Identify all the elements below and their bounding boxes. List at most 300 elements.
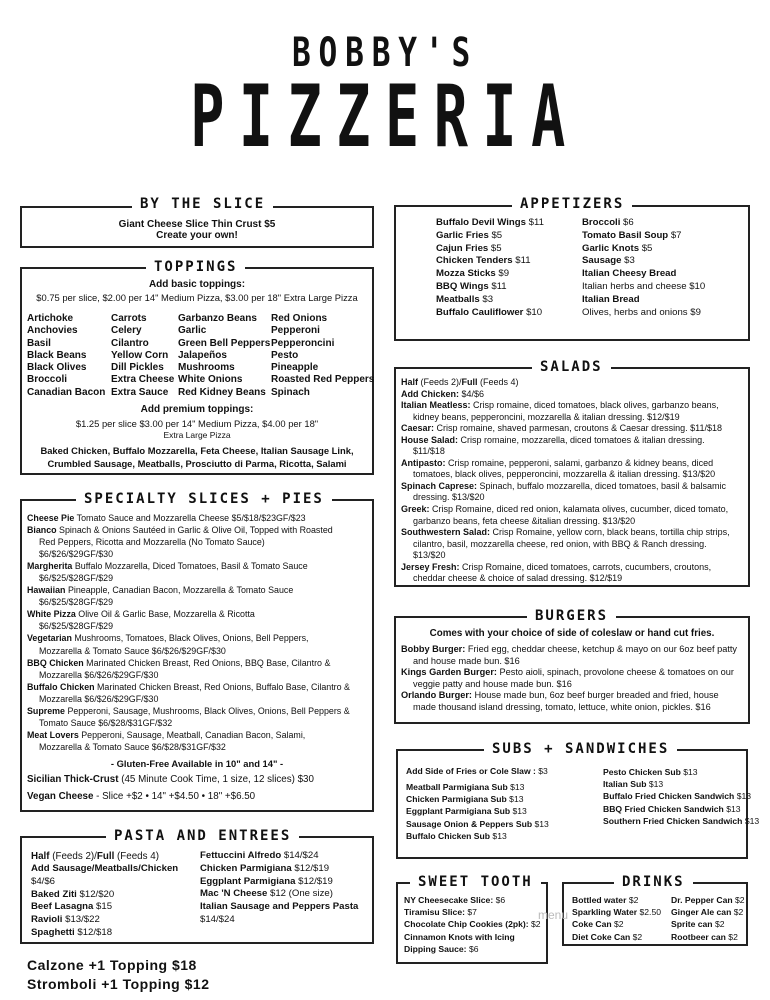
salad-text: cilantro, basil, mozzarella cheese, red onion, with BBQ & Ranch dressing. (413, 538, 707, 549)
burgers-title: BURGERS (527, 608, 616, 624)
drink-price: $2 (626, 895, 639, 905)
sweet-name: NY Cheesecake Slice: (404, 895, 494, 905)
appetizer-item (582, 217, 705, 230)
appetizer-name: Italian Cheesy Bread (582, 268, 677, 280)
sub-price: $13 (506, 794, 524, 805)
pasta-name: Mac 'N Cheese (200, 888, 268, 900)
sub-name: Buffalo Fried Chicken Sandwich (603, 791, 735, 802)
specialty-line (27, 536, 350, 548)
toppings-title: TOPPINGS (146, 259, 245, 275)
topping-item: Garbanzo Beans (178, 313, 257, 324)
specialty-text: Pepperoni, Sausage, Meatball, Canadian Bacon, Salami, (78, 729, 306, 740)
sweet-tooth-title: SWEET TOOTH (410, 874, 541, 890)
specialty-text: Spinach & Onions Sautéed in Garlic & Olive Oil, Topped with Roasted (56, 525, 333, 536)
premium-list-2: Crumbled Sausage, Meatballs, Prosciutto di Parma, Ricotta, Salami (47, 458, 347, 469)
salad-text: tomatoes, black olives, pepperoncini, mozzarella & italian dressing. $13/$20 (413, 469, 716, 480)
topping-item: Broccoli (27, 374, 68, 386)
specialty-text: Tomato Sauce $6/$28/$31GF/$32 (39, 717, 173, 728)
drink-price: $2 (611, 919, 624, 930)
topping-item: Carrots (111, 313, 147, 324)
pasta-price: $14/$24 (200, 913, 235, 925)
basic-toppings-label: Add basic toppings: (148, 279, 246, 290)
appetizer-name: Meatballs (436, 293, 480, 305)
specialty-text: Mushrooms, Tomatoes, Black Olives, Onions, Bell Peppers, (71, 633, 309, 644)
appetizer-item (436, 217, 544, 230)
sub-price: $13 (507, 782, 525, 792)
salad-line (401, 400, 730, 412)
salad-name: Add Chicken: (401, 388, 460, 399)
appetizer-name: Cajun Fries (436, 242, 489, 254)
by-the-slice-title: BY THE SLICE (132, 196, 273, 212)
pasta-price: $4/$6 (31, 875, 56, 887)
topping-item: Red Onions (271, 313, 328, 324)
topping-item: Pineapple (271, 362, 319, 374)
sicilian-text: (45 Minute Cook Time, 1 size, 12 slices) $30 (118, 774, 314, 785)
specialty-line (27, 632, 350, 644)
appetizer-price: Italian herbs and cheese $10 (582, 280, 706, 292)
topping-item: Green Bell Peppers (178, 337, 271, 349)
burger-line (401, 690, 737, 702)
salad-text: Crisp Romaine, diced red onion, kalamata olives, cucumber, diced tomato, (429, 504, 729, 515)
specialty-text: Mozzarella $6/$26/$29GF/$30 (39, 669, 159, 680)
specialty-name: Margherita (27, 561, 73, 572)
sub-item (406, 805, 549, 817)
stromboli-line: Stromboli +1 Topping $12 (27, 976, 210, 992)
appetizer-item (582, 243, 705, 256)
appetizer-price: $3 (479, 293, 494, 305)
drink-item (671, 918, 745, 930)
specialty-line (27, 681, 350, 693)
header-pizzeria: PIZZERIA (190, 67, 580, 167)
appetizers-title: APPETIZERS (512, 196, 632, 212)
drink-price: $2 (725, 931, 738, 942)
topping-item: Spinach (271, 386, 310, 398)
salad-line (401, 504, 730, 516)
salad-line (401, 446, 730, 458)
subs-title: SUBS + SANDWICHES (484, 741, 677, 757)
specialty-text: Mozzarella & Tomato Sauce $6/$28/$31GF/$32 (39, 741, 226, 752)
premium-toppings-label: Add premium toppings: (140, 404, 254, 415)
appetizer-price: $11 (488, 280, 507, 292)
salad-full: Full (461, 377, 478, 387)
salad-name: Southwestern Salad: (401, 527, 491, 538)
sicilian-name: Sicilian Thick-Crust (27, 774, 119, 785)
pasta-price: $12/$20 (76, 888, 115, 900)
sub-name: Pesto Chicken Sub (603, 767, 681, 777)
specialty-text: Olive Oil & Garlic Base, Mozzarella & Ricotta (75, 609, 255, 620)
pasta-name: Beef Lasagna (31, 901, 94, 913)
salad-name: Greek: (401, 504, 430, 515)
appetizer-name: Mozza Sticks (436, 268, 496, 280)
specialty-line (27, 596, 350, 608)
topping-item: Yellow Corn (111, 349, 169, 361)
burger-line (401, 679, 737, 691)
specialty-name: BBQ Chicken (27, 657, 84, 668)
salad-text: Crisp romaine, mozzarella, diced tomatoes & italian dressing. (458, 434, 705, 445)
appetizer-name: Garlic Fries (436, 229, 489, 241)
sub-item (603, 778, 759, 790)
pasta-col1 (31, 863, 178, 940)
burger-text: Fried egg, cheddar cheese, ketchup & mayo on our 6oz beef patty (465, 644, 738, 654)
specialty-text: Tomato Sauce and Mozzarella Cheese $5/$18/$23GF/$23 (74, 513, 306, 523)
salad-line (401, 412, 730, 424)
sweet-price: $6 (493, 895, 506, 905)
watermark: menu (538, 908, 569, 922)
sub-price: $13 (680, 767, 698, 777)
pasta-price: $12 (One size) (267, 888, 333, 900)
specialty-lines (27, 512, 350, 753)
salad-text: $13/$20 (413, 550, 446, 561)
specialty-line (27, 512, 350, 524)
pasta-price: $13/$22 (62, 914, 100, 926)
appetizer-name: Broccoli (582, 217, 621, 228)
sub-name: Sausage Onion & Peppers Sub (406, 818, 533, 829)
specialty-name: Meat Lovers (27, 729, 79, 740)
topping-item: Extra Cheese (111, 374, 175, 386)
basic-toppings-prices: $0.75 per slice, $2.00 per 14" Medium Pizza, $3.00 per 18" Extra Large Pizza (36, 292, 358, 303)
appetizer-name: Chicken Tenders (436, 255, 513, 267)
specialty-name: White Pizza (27, 609, 76, 620)
salad-text: Crisp romaine, pepperoni, salami, garbanzo & kidney beans, diced (445, 457, 714, 468)
header-bobbys: BOBBY'S (291, 30, 479, 76)
drink-name: Bottled water (572, 895, 627, 905)
pasta-item (200, 850, 358, 863)
salad-name: Italian Meatless: (401, 400, 471, 411)
premium-toppings-prices2: Extra Large Pizza (163, 430, 231, 440)
pasta-item (200, 876, 358, 889)
topping-item: Celery (111, 325, 142, 337)
salad-full-feeds: (Feeds 4) (477, 377, 519, 387)
salad-text: Crisp Romaine, diced tomatoes, carrots, cucumbers, croutons, (459, 561, 712, 572)
toppings-col2 (111, 313, 174, 399)
vegan-name: Vegan Cheese (27, 791, 94, 802)
sicilian-line (27, 774, 314, 786)
appetizer-item (582, 281, 705, 294)
topping-item: Roasted Red Peppers (271, 374, 375, 386)
sweet-item (404, 906, 541, 918)
sweet-item (404, 931, 541, 943)
salad-line (401, 435, 730, 447)
subs-side-price: $3 (535, 766, 548, 776)
pasta-name: Baked Ziti (31, 888, 77, 900)
salad-line (401, 481, 730, 493)
pasta-item (200, 901, 358, 914)
pasta-name: Eggplant Parmigiana (200, 875, 296, 887)
gluten-free-note: - Gluten-Free Available in 10" and 14" - (110, 758, 284, 769)
drink-name: Sparkling Water (572, 907, 638, 918)
appetizer-item (436, 243, 544, 256)
pasta-item (31, 863, 178, 876)
specialty-text: Pepperoni, Sausage, Mushrooms, Black Olives, Onions, Bell Peppers & (64, 705, 350, 716)
pasta-full: Full (96, 851, 115, 862)
burger-line (401, 656, 737, 668)
vegan-text: - Slice +$2 • 14" +$4.50 • 18" +$6.50 (93, 791, 256, 802)
topping-item: Black Olives (27, 362, 87, 374)
pasta-item (200, 863, 358, 876)
salad-line (401, 527, 730, 539)
drink-name: Coke Can (572, 919, 612, 930)
salad-text: Crisp Romaine, yellow corn, black beans, tortilla chip strips, (490, 527, 730, 538)
salad-text: $4/$6 (459, 388, 485, 399)
slice-line2: Create your own! (156, 230, 238, 241)
salad-text: dressing. $13/$20 (413, 492, 485, 503)
salad-name: Antipasto: (401, 457, 446, 468)
appetizer-item (436, 307, 544, 320)
specialty-line (27, 741, 350, 753)
specialty-line (27, 608, 350, 620)
topping-item: Pepperoncini (271, 337, 335, 349)
burger-text: House made bun, 6oz beef burger breaded and fried, house (471, 690, 719, 701)
sweet-price: $6 (466, 943, 479, 954)
specialty-text: $6/$25/$28GF/$29 (39, 573, 114, 584)
drink-price: $2.50 (637, 907, 662, 918)
pasta-name: Add Sausage/Meatballs/Chicken (31, 863, 179, 874)
topping-item: Pepperoni (271, 325, 320, 337)
specialty-name: Bianco (27, 525, 57, 536)
burger-name: Orlando Burger: (401, 690, 472, 701)
specialty-line (27, 620, 350, 632)
pasta-price: $12/$19 (295, 875, 333, 887)
sweet-name: Tiramisu Slice: (404, 907, 465, 918)
appetizer-price: $7 (668, 229, 682, 241)
topping-item: Dill Pickles (111, 362, 164, 374)
appetizer-name: Tomato Basil Soup (582, 229, 669, 241)
pasta-item (200, 914, 358, 927)
specialty-text: Mozzarella & Tomato Sauce $6/$26/$29GF/$30 (39, 645, 226, 656)
appetizer-item (436, 255, 544, 268)
specialty-text: Pineapple, Canadian Bacon, Mozzarella & Tomato Sauce (65, 585, 294, 596)
burger-line (401, 702, 737, 714)
premium-toppings-prices: $1.25 per slice $3.00 per 14" Medium Pizza, $4.00 per 18" (75, 418, 319, 429)
specialty-line (27, 548, 350, 560)
topping-item: Mushrooms (178, 362, 235, 374)
burger-line (401, 667, 737, 679)
drink-item (572, 906, 661, 918)
specialty-line (27, 669, 350, 681)
specialty-line (27, 657, 350, 669)
appetizer-price: $5 (639, 242, 653, 254)
sub-name: Eggplant Parmigiana Sub (406, 806, 511, 817)
sub-item (406, 818, 549, 830)
sub-name: Chicken Parmigiana Sub (406, 794, 507, 805)
sub-item (603, 803, 759, 815)
pasta-item (31, 901, 178, 914)
salads-title: SALADS (532, 359, 611, 375)
drinks-title: DRINKS (614, 874, 693, 890)
sub-item (603, 766, 759, 778)
sub-name: Italian Sub (603, 779, 647, 790)
salad-line (401, 377, 730, 389)
appetizer-price: $3 (621, 255, 635, 267)
appetizers-col1 (436, 217, 544, 319)
sub-item (406, 830, 549, 842)
specialty-text: Red Peppers, Ricotta and Mozzarella (No Tomato Sauce) (39, 537, 265, 548)
salad-text: kidney beans, pepperoncini, mozzarella & italian dressing. $12/$19 (413, 411, 680, 422)
drink-price: $2 (731, 907, 744, 918)
pasta-half: Half (31, 851, 50, 862)
pasta-item (31, 876, 178, 889)
drinks-col2 (671, 894, 745, 943)
sub-item (406, 781, 549, 793)
topping-item: Extra Sauce (111, 386, 169, 398)
specialty-text: $6/$25/$28GF/$29 (39, 621, 114, 632)
topping-item: Basil (27, 337, 51, 349)
specialty-text: Marinated Chicken Breast, Red Onions, Buffalo Base, Cilantro & (94, 681, 350, 692)
sweet-item (404, 918, 541, 930)
appetizer-name: Garlic Knots (582, 242, 640, 254)
salad-name: House Salad: (401, 434, 459, 445)
topping-item: Cilantro (111, 337, 149, 349)
pasta-price: $15 (93, 901, 113, 913)
appetizers-col2 (582, 217, 705, 319)
salad-line (401, 389, 730, 401)
specialty-line (27, 524, 350, 536)
burger-text: veggie patty and house made bun. $16 (413, 678, 572, 689)
drinks-col1 (572, 894, 661, 943)
specialty-text: Mozzarella $6/$26/$29GF/$30 (39, 693, 159, 704)
pasta-price: $12/$18 (74, 926, 113, 938)
pasta-feeds4: (Feeds 4) (114, 851, 159, 862)
appetizer-price: $5 (488, 242, 502, 254)
salad-line (401, 550, 730, 562)
sub-price: $13 (734, 791, 752, 802)
appetizer-item (582, 255, 705, 268)
salad-text: Crisp romaine, diced tomatoes, black olives, garbanzo beans, (470, 400, 719, 411)
specialty-name: Buffalo Chicken (27, 681, 95, 692)
appetizer-item (436, 281, 544, 294)
specialty-name: Supreme (27, 705, 65, 716)
appetizer-item (436, 268, 544, 281)
subs-col2 (603, 766, 759, 827)
salad-line (401, 562, 730, 574)
specialty-line (27, 572, 350, 584)
appetizer-item (436, 294, 544, 307)
salad-name: Half (401, 377, 419, 387)
sweet-name: Chocolate Chip Cookies (2pk): (404, 919, 529, 930)
sweet-name: Cinnamon Knots with Icing (404, 931, 515, 942)
burger-text: and house made bun. $16 (413, 655, 520, 666)
drink-item (671, 906, 745, 918)
topping-item: Red Kidney Beans (178, 386, 266, 398)
salad-text: $11/$18 (413, 446, 445, 457)
slice-line1: Giant Cheese Slice Thin Crust $5 (118, 219, 276, 230)
specialty-line (27, 584, 350, 596)
specialty-line (27, 705, 350, 717)
pasta-price: $14/$24 (281, 850, 319, 861)
salad-name: Spinach Caprese: (401, 480, 478, 491)
topping-item: Pesto (271, 349, 299, 361)
salad-line (401, 469, 730, 481)
drink-price: $2 (732, 895, 745, 905)
drink-item (572, 918, 661, 930)
appetizer-name: Sausage (582, 255, 622, 267)
specialty-text: $6/$26/$29GF/$30 (39, 549, 114, 560)
sweet-price: $2 (528, 919, 541, 930)
sub-name: Buffalo Chicken Sub (406, 830, 491, 841)
salad-line (401, 516, 730, 528)
burgers-subtitle: Comes with your choice of side of coleslaw or hand cut fries. (429, 628, 715, 639)
appetizer-price: $11 (526, 217, 544, 228)
topping-item: Jalapeños (178, 349, 227, 361)
appetizer-price: Olives, herbs and onions $9 (582, 306, 701, 318)
sub-name: Meatball Parmigiana Sub (406, 782, 508, 792)
burger-text: made thousand island dressing, tomato, lettuce, white onion, pickles. $16 (413, 701, 711, 712)
specialty-line (27, 717, 350, 729)
sub-price: $13 (532, 818, 549, 829)
sub-price: $13 (646, 779, 664, 790)
sub-price: $13 (510, 806, 527, 817)
appetizer-item (582, 268, 705, 281)
burger-name: Bobby Burger: (401, 644, 466, 654)
drink-name: Ginger Ale can (671, 907, 732, 918)
appetizer-item (582, 307, 705, 320)
sub-item (406, 793, 549, 805)
pasta-name: Ravioli (31, 914, 63, 926)
pasta-col2 (200, 850, 358, 927)
toppings-col3 (178, 313, 270, 399)
sub-name: Southern Fried Chicken Sandwich (603, 815, 743, 826)
drink-price: $2 (712, 919, 725, 930)
vegan-line (27, 791, 255, 803)
appetizer-name: BBQ Wings (436, 280, 489, 292)
specialty-line (27, 693, 350, 705)
specialty-line (27, 560, 350, 572)
appetizer-price: $5 (488, 229, 503, 241)
pasta-price: $12/$19 (291, 862, 330, 874)
pasta-item (200, 888, 358, 901)
burger-text: Pesto aioli, spinach, provolone cheese & tomatoes on our (496, 667, 734, 678)
pasta-name: Fettuccini Alfredo (200, 850, 282, 861)
appetizer-item (582, 230, 705, 243)
salad-name: Jersey Fresh: (401, 561, 460, 572)
sub-price: $13 (723, 803, 741, 814)
appetizer-name: Italian Bread (582, 293, 640, 305)
topping-item: Black Beans (27, 349, 87, 361)
toppings-col1 (27, 313, 105, 399)
specialty-name: Hawaiian (27, 585, 66, 596)
topping-item: Artichoke (27, 313, 74, 324)
salad-lines (401, 377, 730, 585)
specialty-text: $6/$25/$28GF/$29 (39, 597, 114, 608)
sub-item (603, 790, 759, 802)
sub-item (603, 815, 759, 827)
burger-name: Kings Garden Burger: (401, 667, 497, 678)
sub-name: BBQ Fried Chicken Sandwich (603, 803, 724, 814)
burger-line (401, 644, 737, 656)
pasta-name: Chicken Parmigiana (200, 862, 292, 874)
appetizer-item (582, 294, 705, 307)
salad-line (401, 492, 730, 504)
premium-list-1: Baked Chicken, Buffalo Mozzarella, Feta Cheese, Italian Sausage Link, (40, 445, 354, 456)
sweet-item (404, 894, 541, 906)
drink-name: Sprite can (671, 919, 713, 930)
specialty-name: Cheese Pie (27, 513, 75, 523)
drink-item (572, 931, 661, 943)
sweet-price: $7 (464, 907, 477, 918)
salad-line (401, 423, 730, 435)
specialty-line (27, 645, 350, 657)
salad-line (401, 458, 730, 470)
specialty-line (27, 729, 350, 741)
pasta-feeds2: (Feeds 2)/ (49, 851, 97, 862)
subs-col1 (406, 781, 549, 842)
salad-name: Caesar: (401, 423, 435, 434)
subs-side-name: Add Side of Fries or Cole Slaw : (406, 766, 536, 776)
salad-text: Spinach, buffalo mozzarella, diced tomatoes, basil & balsamic (477, 480, 726, 491)
pasta-title: PASTA AND ENTREES (106, 828, 299, 844)
sweet-tooth-items (404, 894, 541, 955)
pasta-name: Spaghetti (31, 926, 75, 938)
